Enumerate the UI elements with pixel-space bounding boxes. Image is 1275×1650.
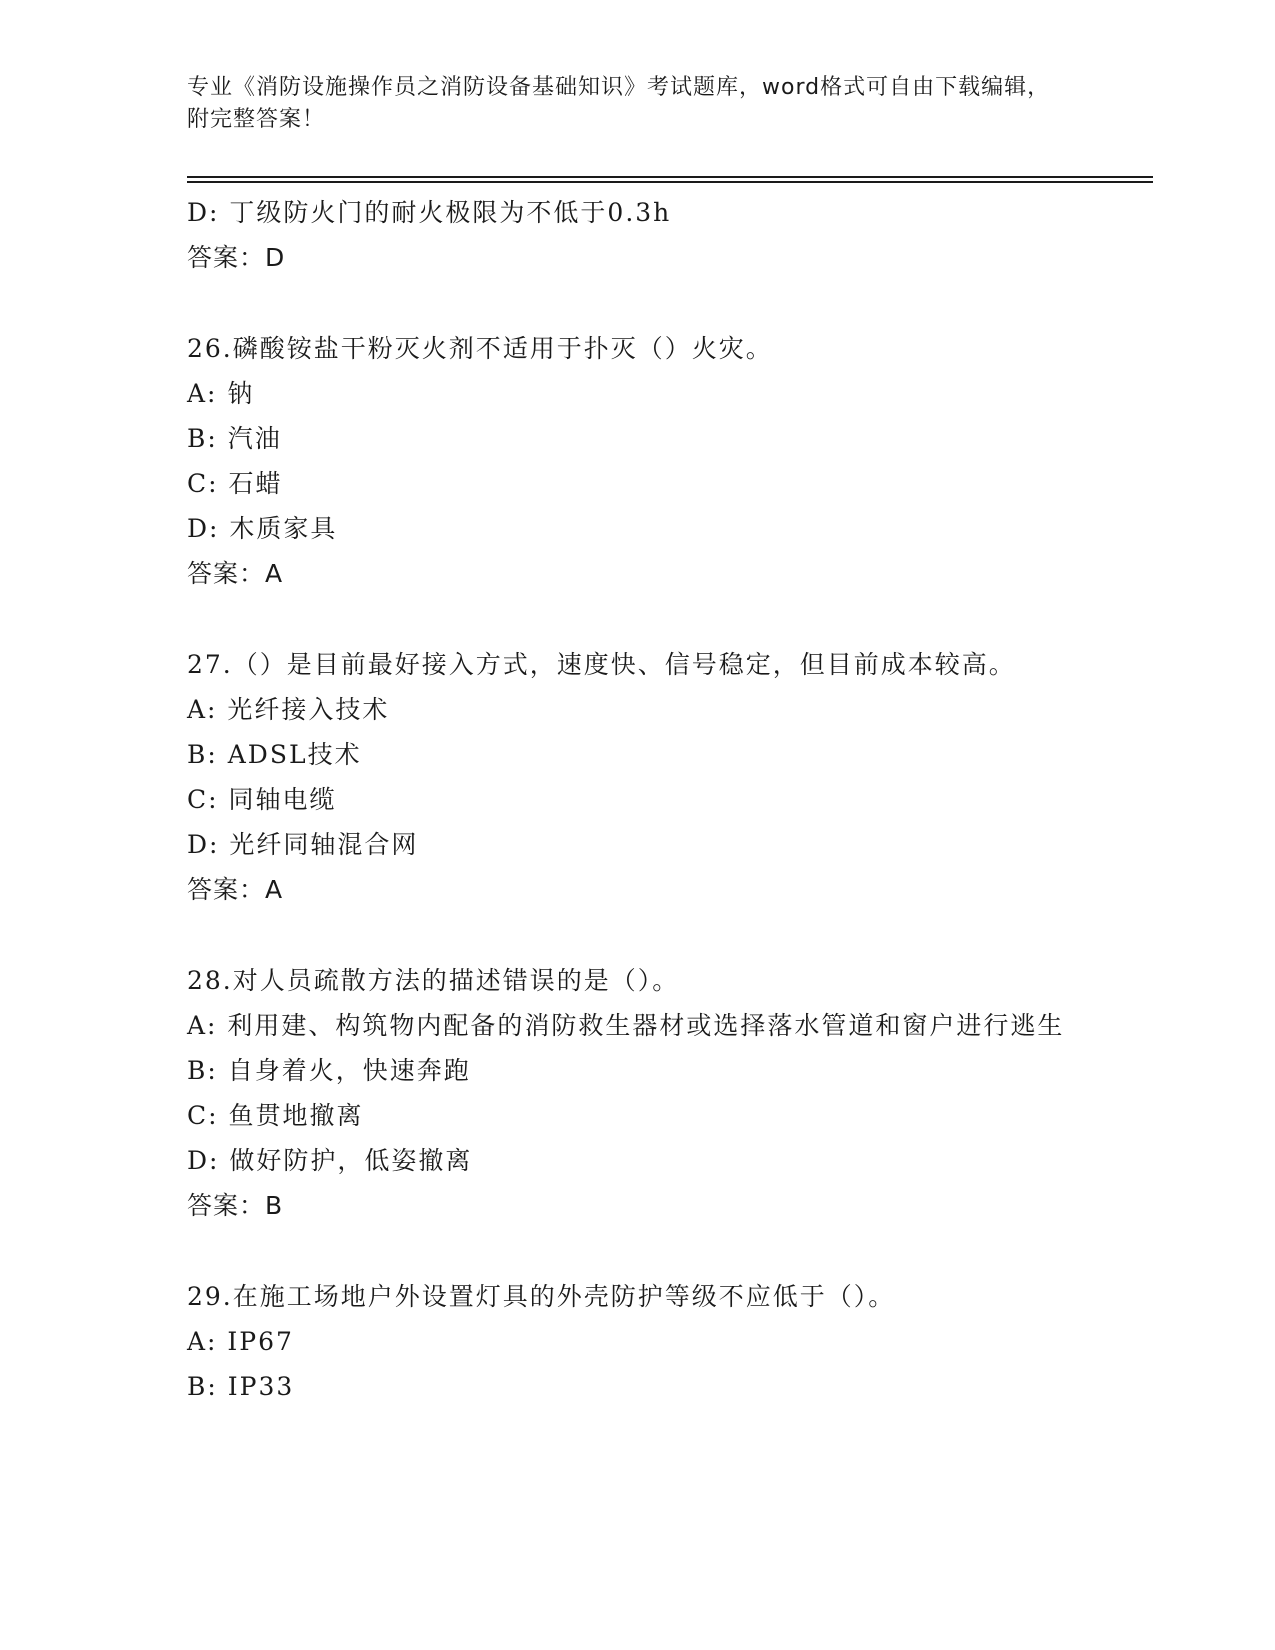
option-d: D: 做好防护，低姿撤离: [187, 1146, 473, 1175]
option-d: D: 光纤同轴混合网: [187, 830, 419, 859]
option-b: B: 汽油: [187, 424, 282, 453]
header-divider-bottom: [187, 181, 1153, 183]
document-header: 专业《消防设施操作员之消防设备基础知识》考试题库，word格式可自由下载编辑，附完整答案！: [187, 75, 1051, 132]
question-block: [187, 1274, 1087, 1409]
option-c: C: 同轴电缆: [187, 785, 337, 814]
option-d: D: 木质家具: [187, 514, 338, 543]
question-block: [187, 958, 1087, 1228]
question-block: [187, 642, 1087, 912]
option-c: C: 鱼贯地撤离: [187, 1101, 364, 1130]
answer-line: 答案：D: [187, 243, 286, 272]
header-divider-top: [187, 176, 1153, 178]
question-stem: 27.（）是目前最好接入方式，速度快、信号稳定，但目前成本较高。: [187, 650, 1016, 679]
option-c: C: 石蜡: [187, 469, 283, 498]
answer-line: 答案：A: [187, 875, 284, 904]
option-a: A: IP67: [187, 1327, 294, 1356]
question-stem: 26.磷酸铵盐干粉灭火剂不适用于扑灭（）火灾。: [187, 334, 773, 363]
option-b: B: 自身着火，快速奔跑: [187, 1056, 471, 1085]
answer-line: 答案：A: [187, 559, 284, 588]
option-a: A: 钠: [187, 379, 255, 408]
option-d: D: 丁级防火门的耐火极限为不低于0.3h: [187, 198, 672, 227]
option-b: B: ADSL技术: [187, 740, 362, 769]
question-stem: 28.对人员疏散方法的描述错误的是（）。: [187, 966, 680, 995]
question-block: [187, 326, 1087, 596]
answer-line: 答案：B: [187, 1191, 284, 1220]
question-list: [187, 190, 1087, 1409]
option-b: B: IP33: [187, 1372, 295, 1401]
question-stem: 29.在施工场地户外设置灯具的外壳防护等级不应低于（）。: [187, 1282, 896, 1311]
option-a: A: 利用建、构筑物内配备的消防救生器材或选择落水管道和窗户进行逃生: [187, 1011, 1065, 1040]
option-a: A: 光纤接入技术: [187, 695, 390, 724]
